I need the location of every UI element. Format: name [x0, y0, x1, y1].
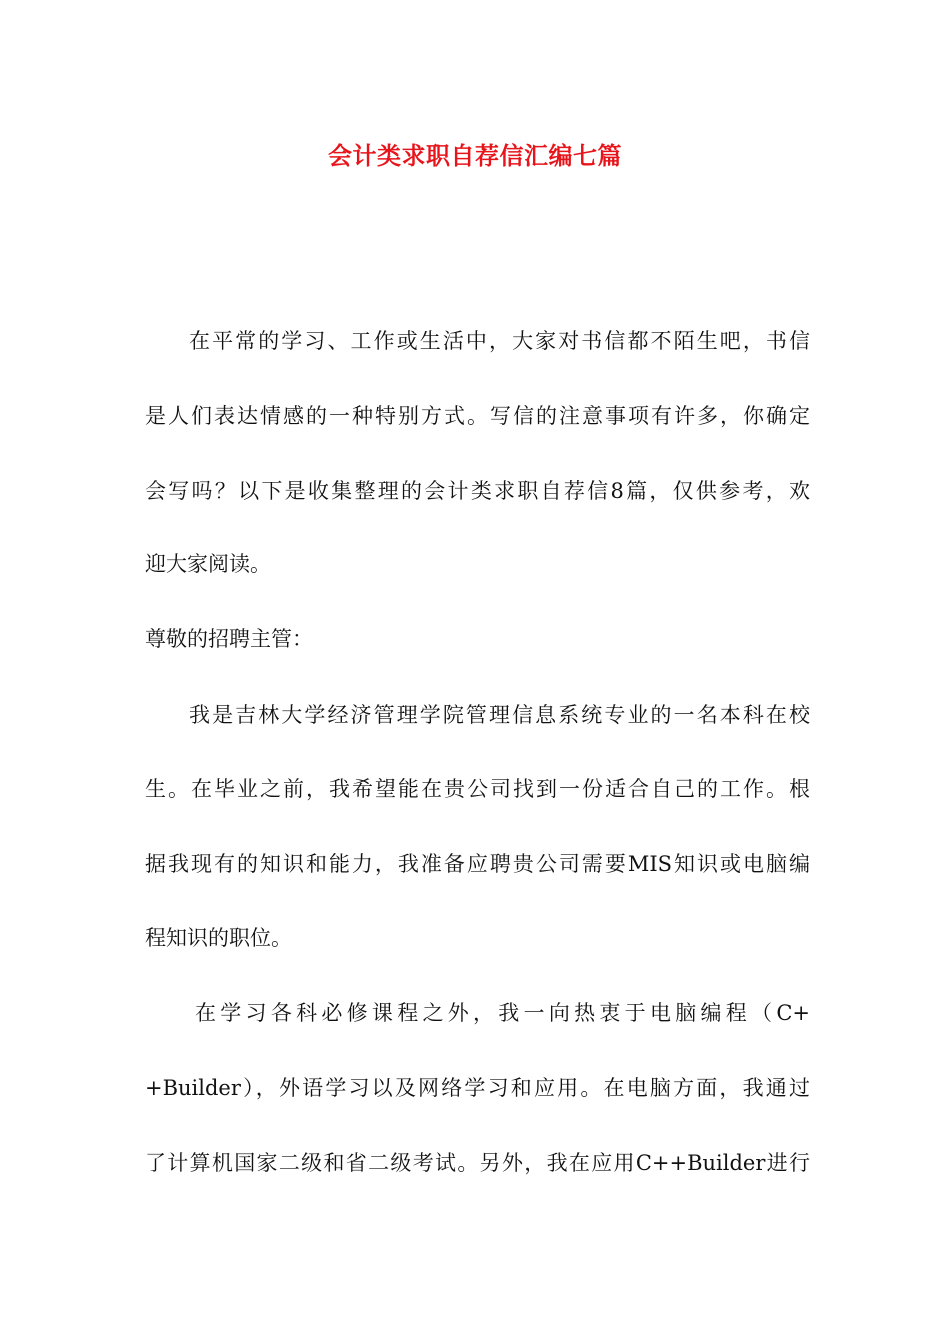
paragraph-line: 了计算机国家二级和省二级考试。另外，我在应用C++Builder进行 [145, 1151, 810, 1175]
paragraph-line: 会写吗？以下是收集整理的会计类求职自荐信8篇，仅供参考，欢 [145, 479, 810, 503]
paragraph-line: 在平常的学习、工作或生活中，大家对书信都不陌生吧，书信 [189, 329, 810, 353]
paragraph-line: 是人们表达情感的一种特别方式。写信的注意事项有许多，你确定 [145, 404, 810, 428]
paragraph-line: 生。在毕业之前，我希望能在贵公司找到一份适合自己的工作。根 [145, 777, 810, 801]
paragraph-line: 迎大家阅读。 [145, 552, 271, 576]
salutation: 尊敬的招聘主管： [145, 627, 313, 651]
paragraph-line: 我是吉林大学经济管理学院管理信息系统专业的一名本科在校 [189, 703, 810, 727]
paragraph-line: 据我现有的知识和能力，我准备应聘贵公司需要MIS知识或电脑编 [145, 852, 810, 876]
document-title: 会计类求职自荐信汇编七篇 [328, 141, 622, 170]
paragraph-line: +Builder），外语学习以及网络学习和应用。在电脑方面，我通过 [145, 1076, 810, 1100]
paragraph-line: 在学习各科必修课程之外，我一向热衷于电脑编程（C+ [195, 1001, 810, 1025]
paragraph-line: 程知识的职位。 [145, 926, 292, 950]
